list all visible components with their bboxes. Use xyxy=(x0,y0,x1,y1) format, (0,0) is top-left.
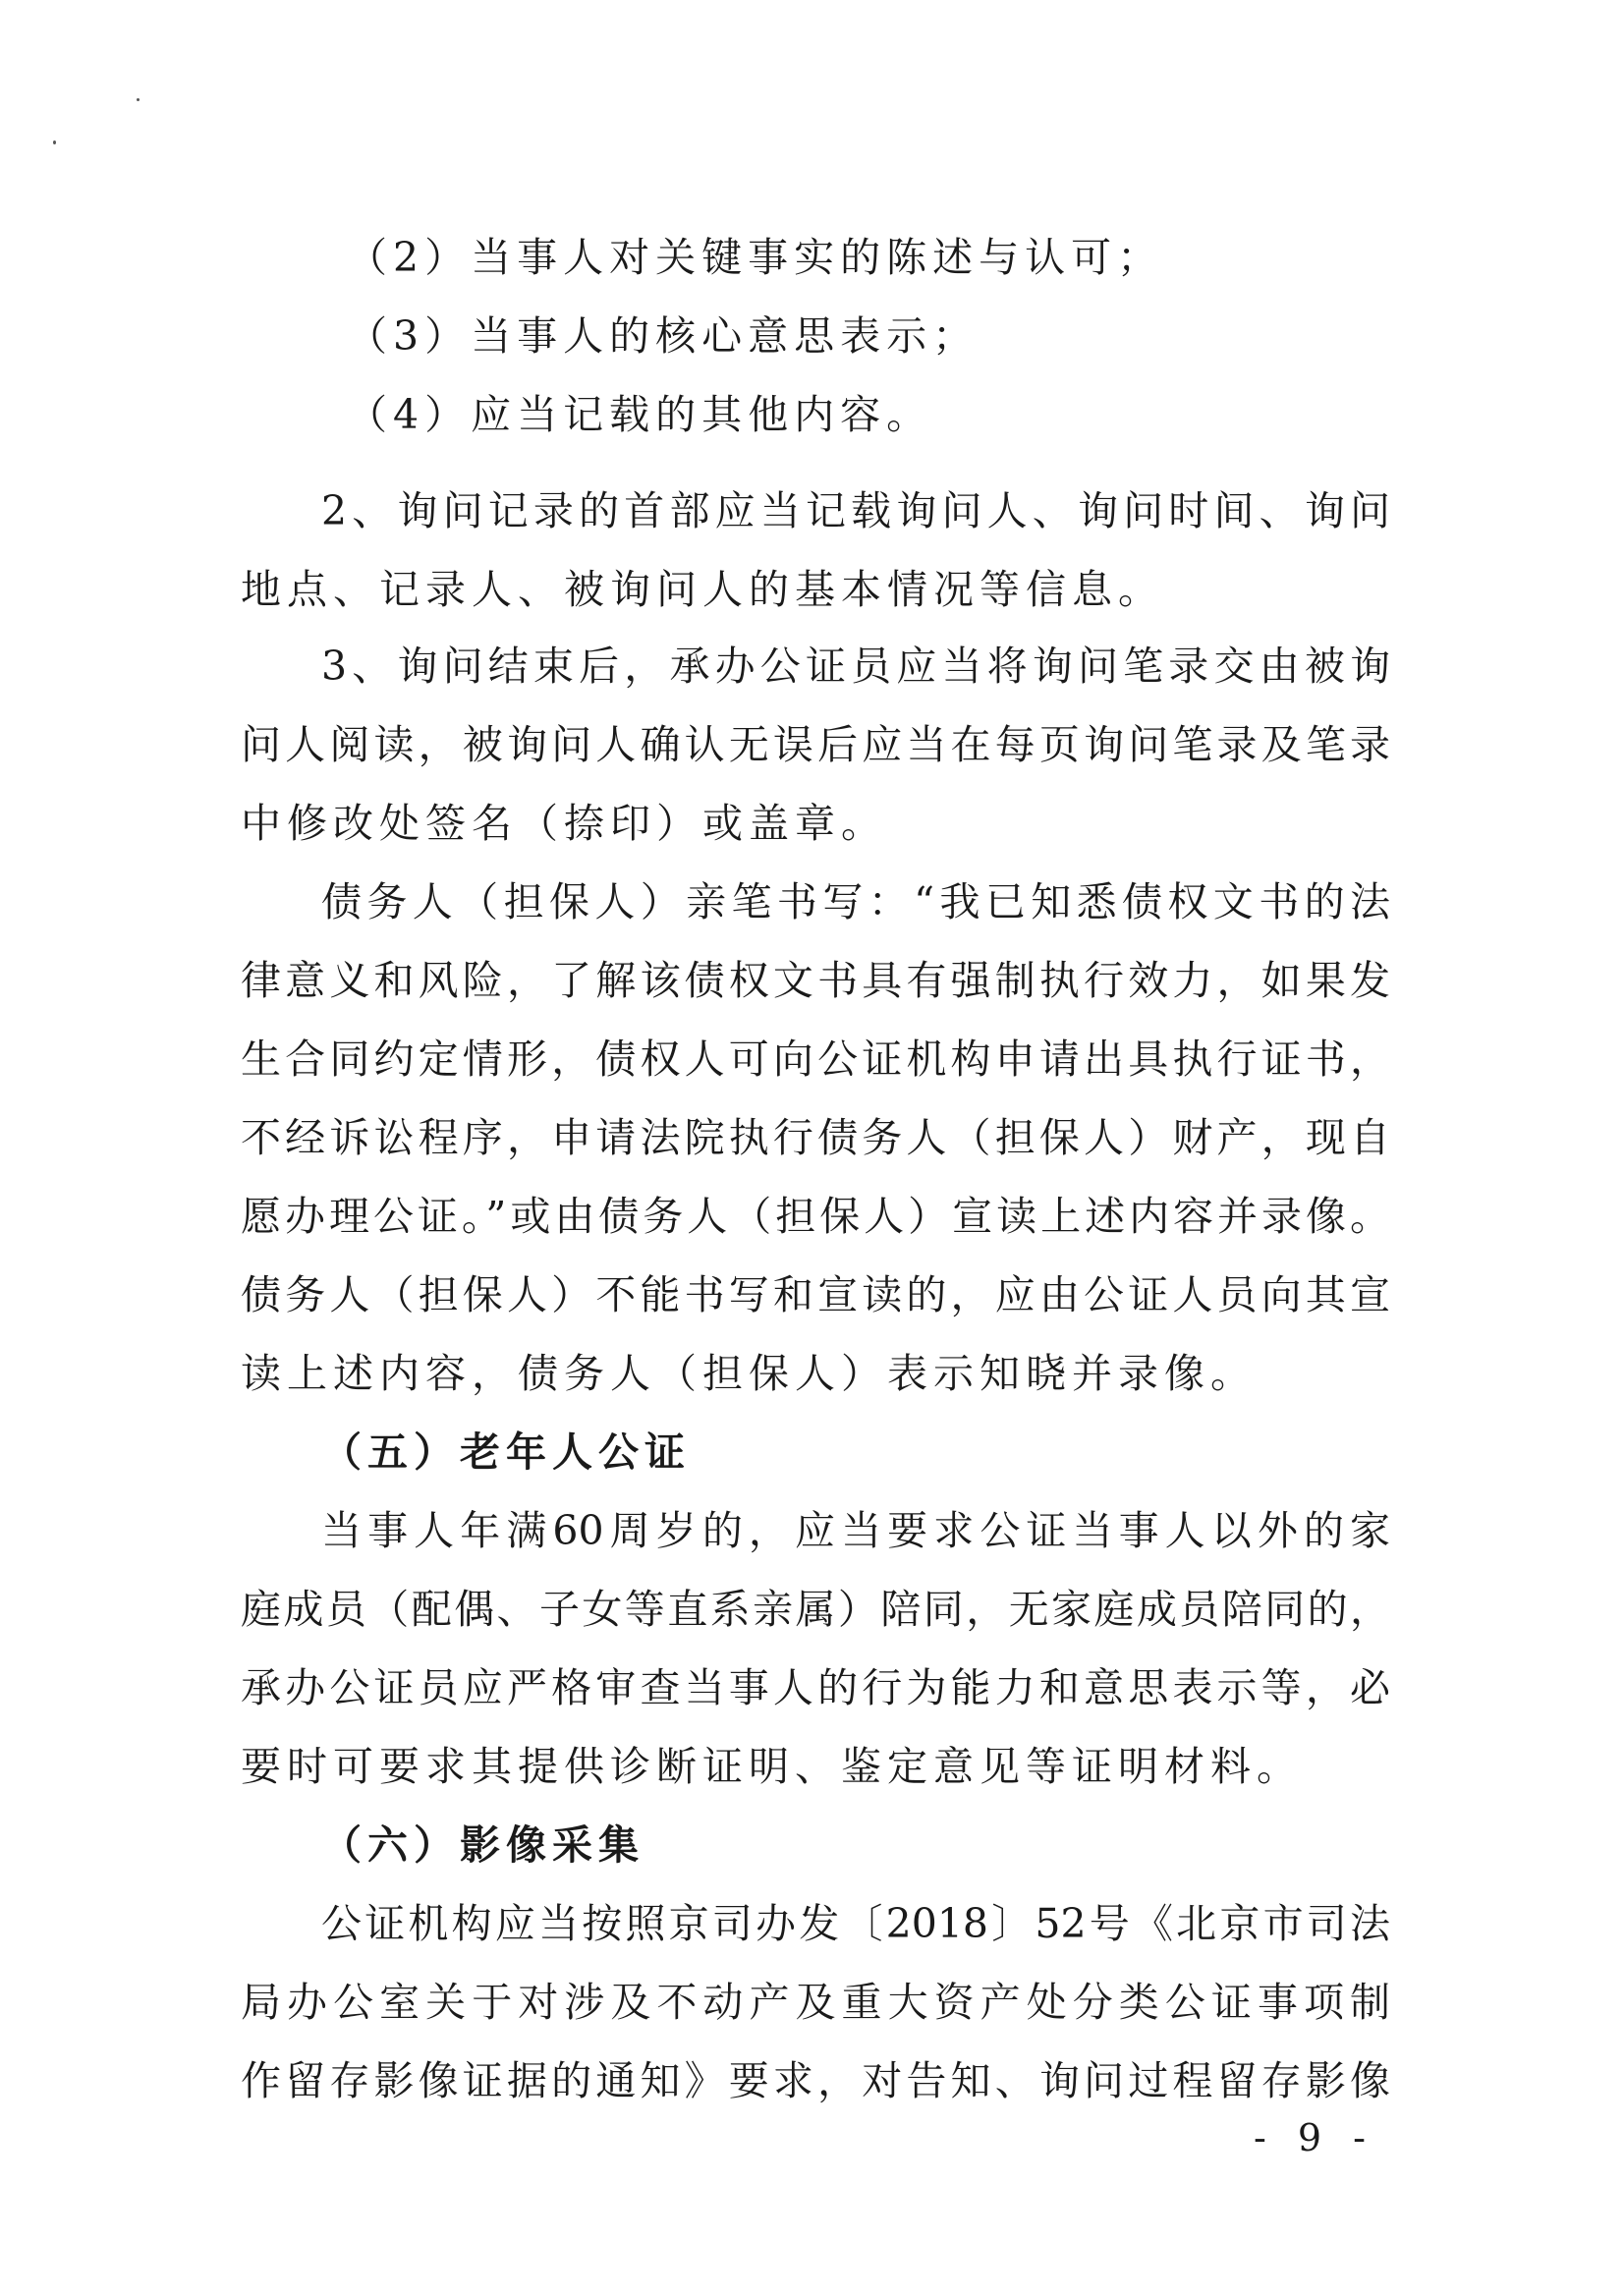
paragraph-line: 中修改处签名（捺印）或盖章。 xyxy=(241,800,887,847)
page-number: - 9 - xyxy=(1254,2116,1376,2159)
paragraph-line: 愿办理公证。”或由债务人（担保人）宣读上述内容并录像。 xyxy=(241,1193,1390,1240)
list-item-3: （3）当事人的核心意思表示； xyxy=(347,312,980,360)
paragraph-line: 生合同约定情形，债权人可向公证机构申请出具执行证书， xyxy=(241,1036,1390,1083)
paragraph-line: 公证机构应当按照京司办发〔2018〕52号《北京市司法 xyxy=(321,1900,1390,1947)
paragraph-line: 局办公室关于对涉及不动产及重大资产处分类公证事项制 xyxy=(241,1979,1390,2026)
paragraph-line: 当事人年满60周岁的，应当要求公证当事人以外的家 xyxy=(321,1507,1390,1554)
paragraph-line: 作留存影像证据的通知》要求，对告知、询问过程留存影像 xyxy=(241,2057,1390,2104)
list-item-2: （2）当事人对关键事实的陈述与认可； xyxy=(347,234,1164,281)
paragraph-line: 债务人（担保人）不能书写和宣读的，应由公证人员向其宣 xyxy=(241,1271,1390,1318)
scan-speck xyxy=(53,140,56,144)
paragraph-line: 承办公证员应严格审查当事人的行为能力和意思表示等，必 xyxy=(241,1664,1390,1711)
list-item-4: （4）应当记载的其他内容。 xyxy=(347,391,933,438)
scan-speck xyxy=(137,98,140,101)
paragraph-line: 2、询问记录的首部应当记载询问人、询问时间、询问 xyxy=(321,487,1390,534)
section-heading-elderly: （五）老年人公证 xyxy=(321,1428,691,1476)
paragraph-line: 债务人（担保人）亲笔书写：“我已知悉债权文书的法 xyxy=(321,878,1390,925)
paragraph-line: 庭成员（配偶、子女等直系亲属）陪同，无家庭成员陪同的， xyxy=(241,1586,1390,1633)
paragraph-line: 读上述内容，债务人（担保人）表示知晓并录像。 xyxy=(241,1350,1257,1397)
paragraph-line: 3、询问结束后，承办公证员应当将询问笔录交由被询 xyxy=(321,643,1390,690)
paragraph-line: 地点、记录人、被询问人的基本情况等信息。 xyxy=(241,566,1164,613)
paragraph-line: 问人阅读，被询问人确认无误后应当在每页询问笔录及笔录 xyxy=(241,721,1390,768)
paragraph-line: 不经诉讼程序，申请法院执行债务人（担保人）财产，现自 xyxy=(241,1114,1390,1161)
paragraph-line: 律意义和风险，了解该债权文书具有强制执行效力，如果发 xyxy=(241,957,1390,1004)
paragraph-line: 要时可要求其提供诊断证明、鉴定意见等证明材料。 xyxy=(241,1743,1303,1790)
section-heading-image: （六）影像采集 xyxy=(321,1821,644,1869)
